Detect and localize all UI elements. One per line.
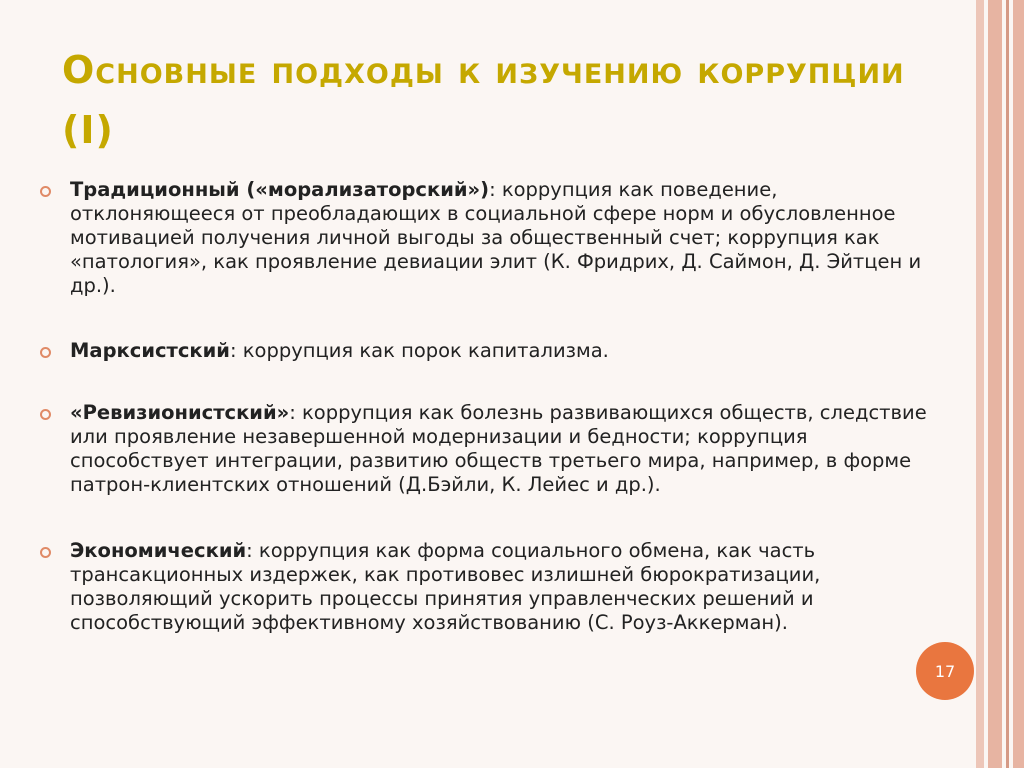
list-item — [40, 339, 940, 363]
item-description: : коррупция как порок капитализма. — [229, 339, 609, 362]
slide-title: Основные подходы к изучению коррупции (I) — [62, 48, 905, 152]
bullet-circle-icon — [40, 347, 51, 358]
item-text — [70, 339, 940, 363]
bullet-circle-icon — [40, 186, 51, 197]
item-term: «Ревизионистский» — [70, 401, 290, 424]
item-text — [70, 539, 940, 635]
list-item — [40, 178, 940, 298]
bullet-circle-icon — [40, 547, 51, 558]
item-text — [70, 178, 940, 298]
page-number-badge: 17 — [916, 642, 974, 700]
item-text — [70, 401, 940, 497]
decorative-stripes — [976, 0, 1024, 768]
list-item — [40, 401, 940, 497]
item-description: : коррупция как болезнь развивающихся обществ, следствие или проявление незавершенной модернизации и бедности; коррупция способствует интеграции, развитию обществ третьего мира, например, в форме патрон-клиентских отношений (Д.Бэйли, К. Лейес и др.). — [70, 401, 927, 496]
list-item — [40, 539, 940, 635]
item-description: : коррупция как поведение, отклоняющееся от преобладающих в социальной сфере норм и обусловленное мотивацией получения личной выгоды за общественный счет; коррупция как «патология», как проявление девиации элит (К. Фридрих, Д. Саймон, Д. Эйтцен и др.). — [70, 178, 922, 297]
item-term: Марксистский — [70, 339, 230, 362]
item-term: Экономический — [70, 539, 247, 562]
item-description: : коррупция как форма социального обмена, как часть трансакционных издержек, как противовес излишней бюрократизации, позволяющий ускорить процессы принятия управленческих решений и способствующий эффективному хозяйствованию (С. Роуз-Аккерман). — [70, 539, 821, 634]
stripe — [1013, 0, 1024, 768]
item-term: Традиционный («морализаторский») — [70, 178, 490, 201]
stripe — [1006, 0, 1009, 768]
stripe — [988, 0, 1002, 768]
bullet-circle-icon — [40, 409, 51, 420]
stripe — [976, 0, 984, 768]
bullet-list — [40, 178, 940, 671]
